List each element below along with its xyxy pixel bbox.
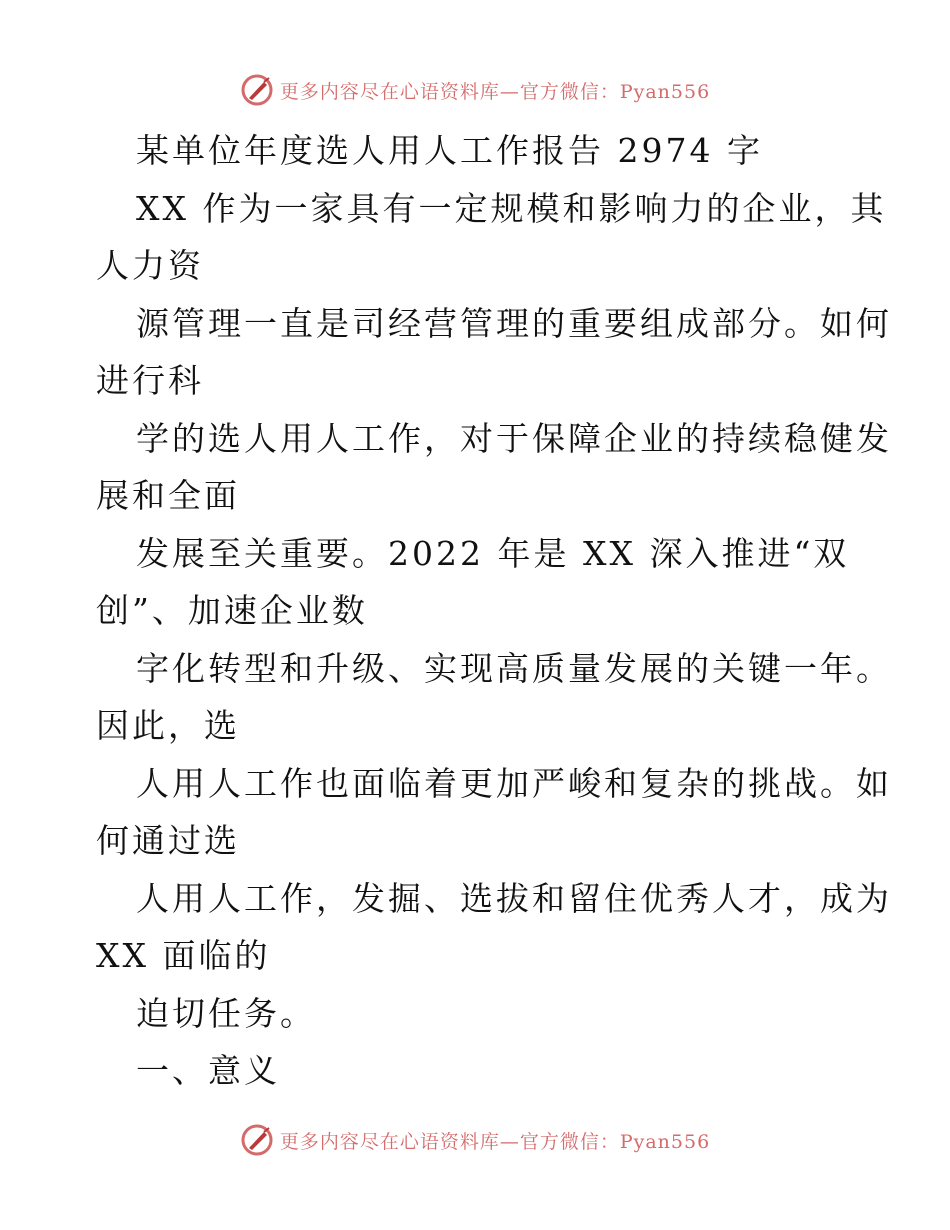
text-line: 人用人工作也面临着更加严峻和复杂的挑战。如 xyxy=(136,763,892,803)
text-line: 何通过选 xyxy=(96,821,240,860)
watermark-text: 更多内容尽在心语资料库—官方微信：Pyan556 xyxy=(279,80,711,103)
text-line: XX 面临的 xyxy=(96,936,271,975)
text-line: 某单位年度选人用人工作报告 2974 字 xyxy=(136,131,763,170)
quill-pen-logo-icon xyxy=(240,1123,274,1157)
text-line: 字化转型和升级、实现高质量发展的关键一年。 xyxy=(136,648,892,688)
watermark-text: 更多内容尽在心语资料库—官方微信：Pyan556 xyxy=(279,1130,711,1153)
document-body xyxy=(96,122,892,1100)
text-line: 进行科 xyxy=(96,361,204,400)
text-line: 创”、加速企业数 xyxy=(96,591,368,630)
text-line: 因此，选 xyxy=(96,706,240,745)
text-line: 迫切任务。 xyxy=(136,993,316,1033)
text-line: 学的选人用人工作，对于保障企业的持续稳健发 xyxy=(136,418,892,458)
text-line: 发展至关重要。2022 年是 XX 深入推进“双 xyxy=(136,533,850,573)
text-line: XX 作为一家具有一定规模和影响力的企业，其 xyxy=(136,188,887,228)
quill-pen-logo-icon xyxy=(240,73,274,107)
header-watermark xyxy=(0,70,950,110)
text-line: 人力资 xyxy=(96,246,204,285)
text-line: 展和全面 xyxy=(96,476,240,515)
text-line: 源管理一直是司经营管理的重要组成部分。如何 xyxy=(136,303,892,343)
text-line: 人用人工作，发掘、选拔和留住优秀人才，成为 xyxy=(136,878,892,918)
footer-watermark xyxy=(0,1120,950,1160)
text-line: 一、意义 xyxy=(136,1051,280,1090)
